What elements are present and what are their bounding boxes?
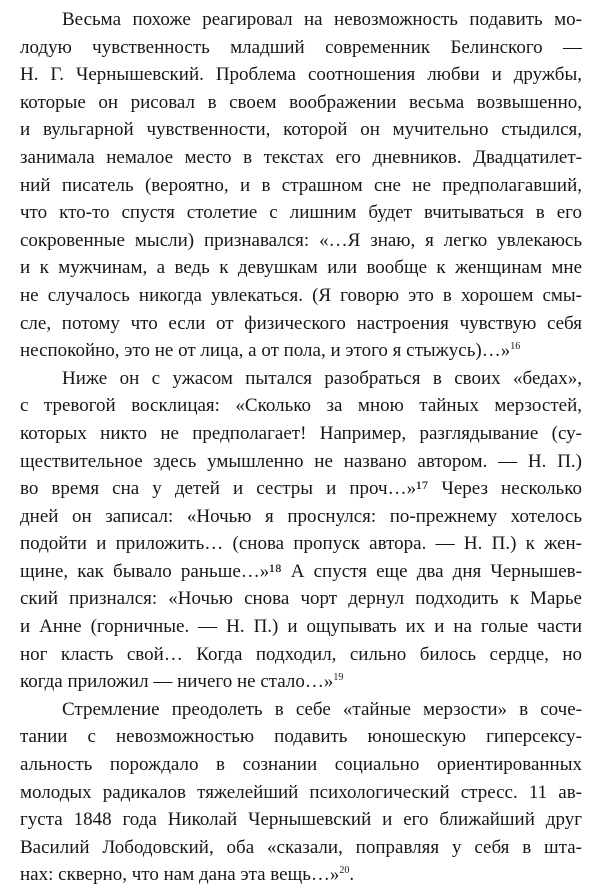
text-line-content: неспокойно, это не от лица, а от пола, и этого я стыжусь)…» [20, 340, 511, 362]
text-line: дней он записал: «Ночью я проснулся: по-прежнему хотелось [20, 505, 582, 527]
text-line-content: когда приложил — ничего не стало…» [20, 671, 334, 693]
text-line: подойти и приложить… (снова пропуск автора. — Н. П.) к жен- [20, 533, 582, 555]
text-line: ний писатель (вероятно, и в страшном сне не предполагавший, [20, 174, 582, 196]
text-line: что кто-то спустя столетие с лишним будет вчитываться в его [20, 202, 582, 224]
text-line: и Анне (горничные. — Н. П.) и ощупывать их и на голые части [20, 616, 582, 638]
text-line: альность порождало в сознании социально ориентированных [20, 754, 582, 776]
text-line: ног класть свой… Когда подходил, сильно билось сердце, но [20, 643, 582, 665]
text-line: ществительное здесь умышленно не названо автором. — Н. П.) [20, 450, 582, 472]
text-line: Стремление преодолеть в себе «тайные мерзости» в сочe- [62, 698, 582, 720]
text-line: которые он рисовал в своем воображении весьма возвышенно, [20, 91, 582, 113]
footnote-marker: 19 [333, 672, 344, 684]
text-line: Василий Лободовский, оба «сказали, поправляя у себя в шта- [20, 836, 582, 858]
text-line-last [20, 337, 582, 365]
footnote-marker: 20 [339, 865, 350, 877]
text-line: во время сна у детей и сестры и проч…»¹⁷ Через несколько [20, 478, 582, 500]
text-line: сле, потому что если от физического настроения чувствую себя [20, 312, 582, 334]
paragraph-3 [20, 696, 582, 889]
text-line: с тревогой восклицая: «Сколько за мною тайных мерзостей, [20, 395, 582, 417]
text-line: Н. Г. Чернышевский. Проблема соотношения любви и дружбы, [20, 64, 582, 86]
text-line: ский признался: «Ночью снова чорт дернул подходить к Марье [20, 588, 582, 610]
text-line: молодых радикалов тяжелейший психологический стресс. 11 ав- [20, 781, 582, 803]
text-line-content: нах: скверно, что нам дана эта вещь…» [20, 864, 340, 886]
text-line: и к мужчинам, а ведь к девушкам или вообще к женщинам мне [20, 257, 582, 279]
text-line: не случалось никогда увлекаться. (Я говорю это в хорошем смы- [20, 284, 582, 306]
text-line: Весьма похоже реагировал на невозможность подавить мо- [62, 9, 582, 30]
paragraph-1 [20, 6, 582, 365]
footnote-marker: 16 [510, 341, 521, 353]
paragraph-2 [20, 365, 582, 696]
text-line: густа 1848 года Николай Чернышевский и его ближайший друг [20, 809, 582, 831]
text-line: сокровенные мысли) признавался: «…Я знаю, я легко увлекаюсь [20, 229, 582, 251]
text-line-last [20, 668, 582, 696]
text-line: и вульгарной чувственности, которой он мучительно стыдился, [20, 119, 582, 141]
text-line: тании с невозможностью подавить юношескую гиперсексу- [20, 726, 582, 748]
text-line: занимала немалое место в текстах его дневников. Двадцатилет- [20, 146, 582, 168]
text-line: которых никто не предполагает! Например, разглядывание (су- [20, 422, 582, 444]
text-line: Ниже он с ужасом пытался разобраться в своих «бедах», [62, 367, 582, 389]
trailing-punctuation: . [349, 864, 355, 886]
text-line: щине, как бывало раньше…»¹⁸ А спустя еще два дня Чернышев- [20, 560, 582, 582]
text-line: лодую чувственность младший современник Белинского — [20, 36, 582, 58]
text-line-last [20, 861, 582, 889]
